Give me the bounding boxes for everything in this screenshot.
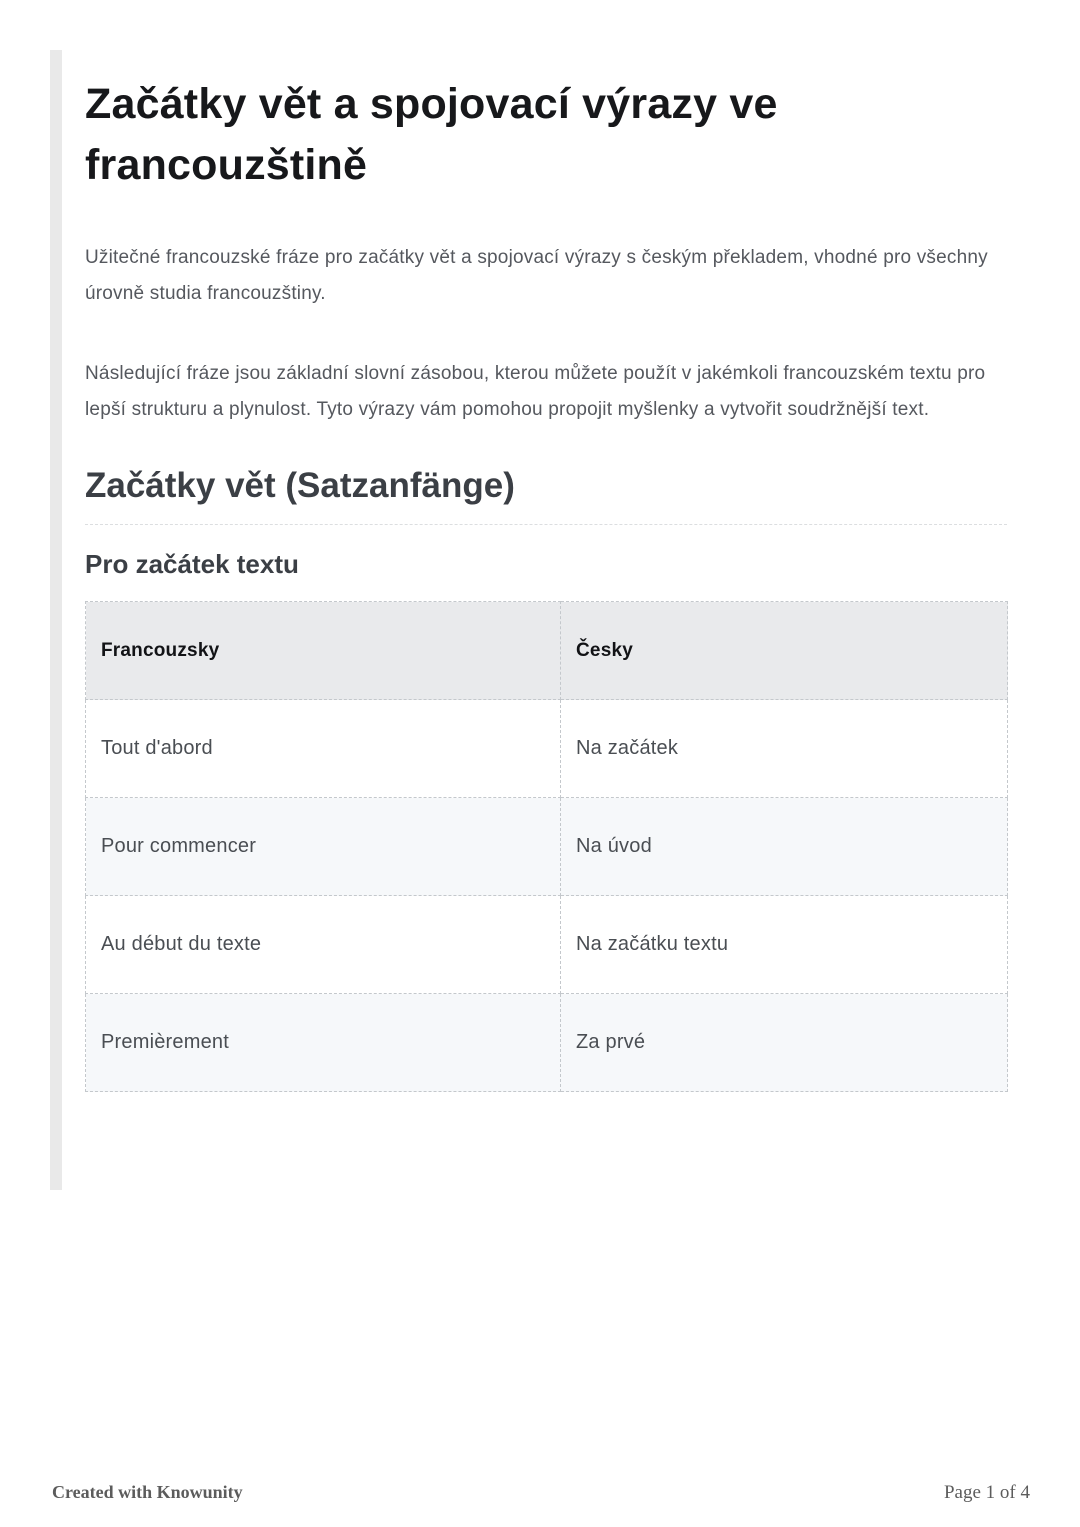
cell-czech: Na začátek: [561, 700, 1008, 798]
cell-czech: Na úvod: [561, 798, 1008, 896]
cell-french: Au début du texte: [86, 896, 561, 994]
document-content: [85, 74, 1007, 1092]
footer-page-number: Page 1 of 4: [943, 1482, 1030, 1503]
phrases-table: [85, 601, 1008, 1092]
left-accent-bar: [50, 50, 62, 1190]
page-footer: [52, 1482, 1030, 1504]
table-row: [86, 700, 1008, 798]
intro-paragraph-2: Následující fráze jsou základní slovní zásobou, kterou můžete použít v jakémkoli francouzském textu pro lepší strukturu a plynulost. Tyto výrazy vám pomohou propojit myšlenky a vytvořit soudržnější text.: [85, 363, 986, 420]
cell-french: Premièrement: [86, 994, 561, 1092]
intro-paragraph-1: Užitečné francouzské fráze pro začátky vět a spojovací výrazy s českým překladem, vhodné pro všechny úrovně studia francouzštiny.: [85, 247, 988, 304]
column-header-french: Francouzsky: [86, 602, 561, 700]
table-row: [86, 896, 1008, 994]
table-row: [86, 994, 1008, 1092]
cell-czech: Na začátku textu: [561, 896, 1008, 994]
page-title: Začátky vět a spojovací výrazy ve francouzštině: [85, 80, 778, 189]
cell-french: Pour commencer: [86, 798, 561, 896]
cell-french: Tout d'abord: [86, 700, 561, 798]
subsection-heading: Pro začátek textu: [85, 549, 299, 579]
table-row: [86, 798, 1008, 896]
footer-credit: Created with Knowunity: [52, 1482, 243, 1502]
table-header-row: [86, 602, 1008, 700]
cell-czech: Za prvé: [561, 994, 1008, 1092]
section-heading: Začátky vět (Satzanfänge): [85, 462, 1007, 525]
column-header-czech: Česky: [561, 602, 1008, 700]
